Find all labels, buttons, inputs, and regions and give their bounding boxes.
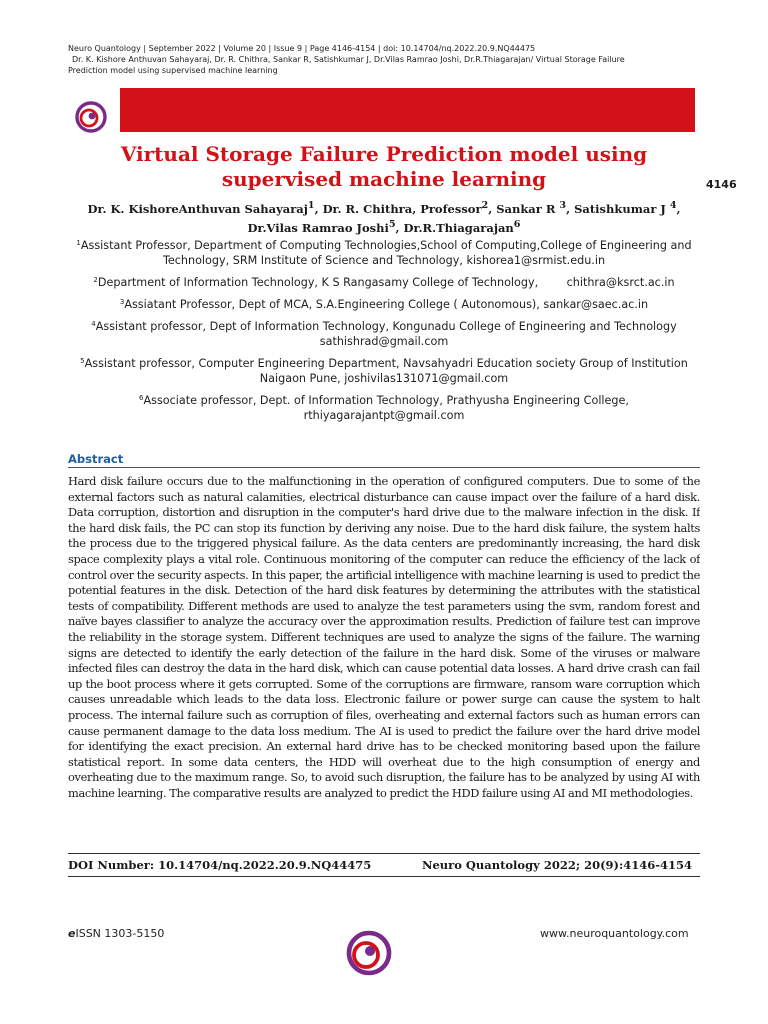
divider <box>68 467 700 468</box>
author-mark: 3 <box>559 200 567 211</box>
author-name: Dr.Vilas Ramrao Joshi <box>247 220 389 235</box>
affiliation-text: Department of Information Technology, K S Rangasamy College of Technology, chithra@ksrct.ac.in <box>97 276 675 289</box>
affiliation <box>68 317 700 349</box>
header-banner <box>120 88 695 132</box>
journal-logo-icon <box>344 928 394 978</box>
affiliation-text: Assistant Professor, Department of Computing Technologies,School of Computing,College of Engineering and Technology, SRM Institute of Science and Technology, kishorea1@srmist.edu.in <box>80 239 692 267</box>
affiliation-text: Assiatant Professor, Dept of MCA, S.A.Engineering College ( Autonomous), sankar@saec.ac.in <box>124 298 649 311</box>
affiliation <box>68 354 700 386</box>
running-authors-line: Dr. K. Kishore Anthuvan Sahayaraj, Dr. R. Chithra, Sankar R, Satishkumar J, Dr.Vilas Ramrao Joshi, Dr.R.Thiagarajan/ Virtual Storage Failure <box>72 55 625 64</box>
author-name: Dr. R. Chithra, Professor <box>322 201 482 216</box>
eissn-label: ISSN <box>75 927 101 940</box>
author-name: Dr.R.Thiagarajan <box>403 220 514 235</box>
citation: Neuro Quantology 2022; 20(9):4146-4154 <box>421 858 692 872</box>
eissn <box>68 927 164 940</box>
affiliation <box>68 236 700 268</box>
journal-website: www.neuroquantology.com <box>540 927 689 940</box>
running-header <box>68 43 708 76</box>
affiliation-mark: 1 <box>76 239 81 247</box>
author-mark: 4 <box>669 200 677 211</box>
affiliation-list <box>68 236 700 428</box>
affiliation-mark: 5 <box>80 357 85 365</box>
author-name: Satishkumar J <box>574 201 666 216</box>
affiliation <box>68 391 700 423</box>
author-mark: 5 <box>388 218 396 230</box>
author-list: Dr. K. KishoreAnthuvan Sahayaraj$^1$, Dr. R. Chithra, Professor$^2$, Sankar R $^3$, Satishkumar J $^4$, Dr.Vilas Ramrao Joshi$^5$, Dr.R.Thiagarajan$^6$ <box>87 200 681 235</box>
doi-citation-row <box>68 858 700 872</box>
abstract-heading: Abstract <box>68 452 124 466</box>
affiliation-text: Assistant professor, Computer Engineering Department, Navsahyadri Education society Group of Institution Naigaon Pune, joshivilas131071@gmail.com <box>84 357 688 385</box>
running-title-line: Prediction model using supervised machine learning <box>68 66 278 75</box>
author-mark: 1 <box>307 200 315 211</box>
abstract-text: Hard disk failure occurs due to the malfunctioning in the operation of configured computers. Due to some of the external factors such as natural calamities, electrical disturbance can cause impact over the failure of a hard disk. Data corruption, distortion and disruption in the computer's hard drive due to the malware infection in the disk. If the hard disk fails, the PC can stop its function by deriving any noise. Due to the hard disk failure, the system halts the process due to the triggered physical failure. As the data centers are predominantly increasing, the hard disk space complexity plays a vital role. Continuous monitoring of the computer can reduce the efficiency of the lack of control over the security aspects. In this paper, the artificial intelligence with machine learning is used to predict the potential features in the disk. Detection of the hard disk features by determining the attributes with the statistical tests of compatibility. Different methods are used to analyze the test parameters using the svm, random forest and naïve bayes classifier to analyze the accuracy over the approximation results. Prediction of failure test can improve the reliability in the storage system. Different techniques are used to analyze the signs of the failure. The warning signs are detected to identify the early detection of the failure in the hard disk. Some of the viruses or malware infected files can destroy the data in the hard disk, which can cause potential data losses. A hard drive crash can fail up the boot process where it gets corrupted. Some of the corruptions are firmware, ransom ware corruption which causes unreadable which leads to the data loss. Electronic failure or power surge can cause the system to halt process. The internal failure such as corruption of files, overheating and external factors such as human errors can cause permanent damage to the data loss medium. The AI is used to predict the failure over the hard drive model for identifying the exact precision. An external hard drive has to be checked monitoring based upon the failure statistical report. In some data centers, the HDD will overheat due to the high consumption of energy and overheating due to the maximum range. So, to avoid such disruption, the failure has to be analyzed by using AI with machine learning. The comparative results are analyzed to predict the HDD failure using AI and MI methodologies. <box>68 474 700 800</box>
author-mark: 6 <box>513 218 521 230</box>
affiliation-mark: 3 <box>119 298 125 306</box>
affiliation <box>68 295 700 312</box>
author-mark: 2 <box>481 200 489 211</box>
author-name: Sankar R <box>496 201 556 216</box>
doi-number: DOI Number: 10.14704/nq.2022.20.9.NQ44475 <box>68 858 372 872</box>
author-name: Dr. K. KishoreAnthuvan Sahayaraj <box>87 201 308 216</box>
paper-title: Virtual Storage Failure Prediction model using supervised machine learning <box>120 142 648 191</box>
eissn-number: 1303-5150 <box>104 927 165 940</box>
divider <box>68 853 700 854</box>
divider <box>68 876 700 877</box>
journal-line: Neuro Quantology | September 2022 | Volume 20 | Issue 9 | Page 4146-4154 | doi: 10.14704/nq.2022.20.9.NQ44475 <box>68 44 536 53</box>
eissn-prefix: e <box>68 927 76 940</box>
affiliation-mark: 4 <box>91 320 96 328</box>
affiliation <box>68 273 700 290</box>
affiliation-mark: 6 <box>139 394 144 402</box>
journal-logo-icon <box>74 100 108 134</box>
page-number: 4146 <box>706 178 737 191</box>
affiliation-text: Associate professor, Dept. of Information Technology, Prathyusha Engineering College, rthiyagarajantpt@gmail.com <box>143 394 629 422</box>
affiliation-mark: 2 <box>93 276 98 284</box>
affiliation-text: Assistant professor, Dept of Information Technology, Kongunadu College of Engineering and Technology sathishrad@gmail.com <box>95 320 677 348</box>
